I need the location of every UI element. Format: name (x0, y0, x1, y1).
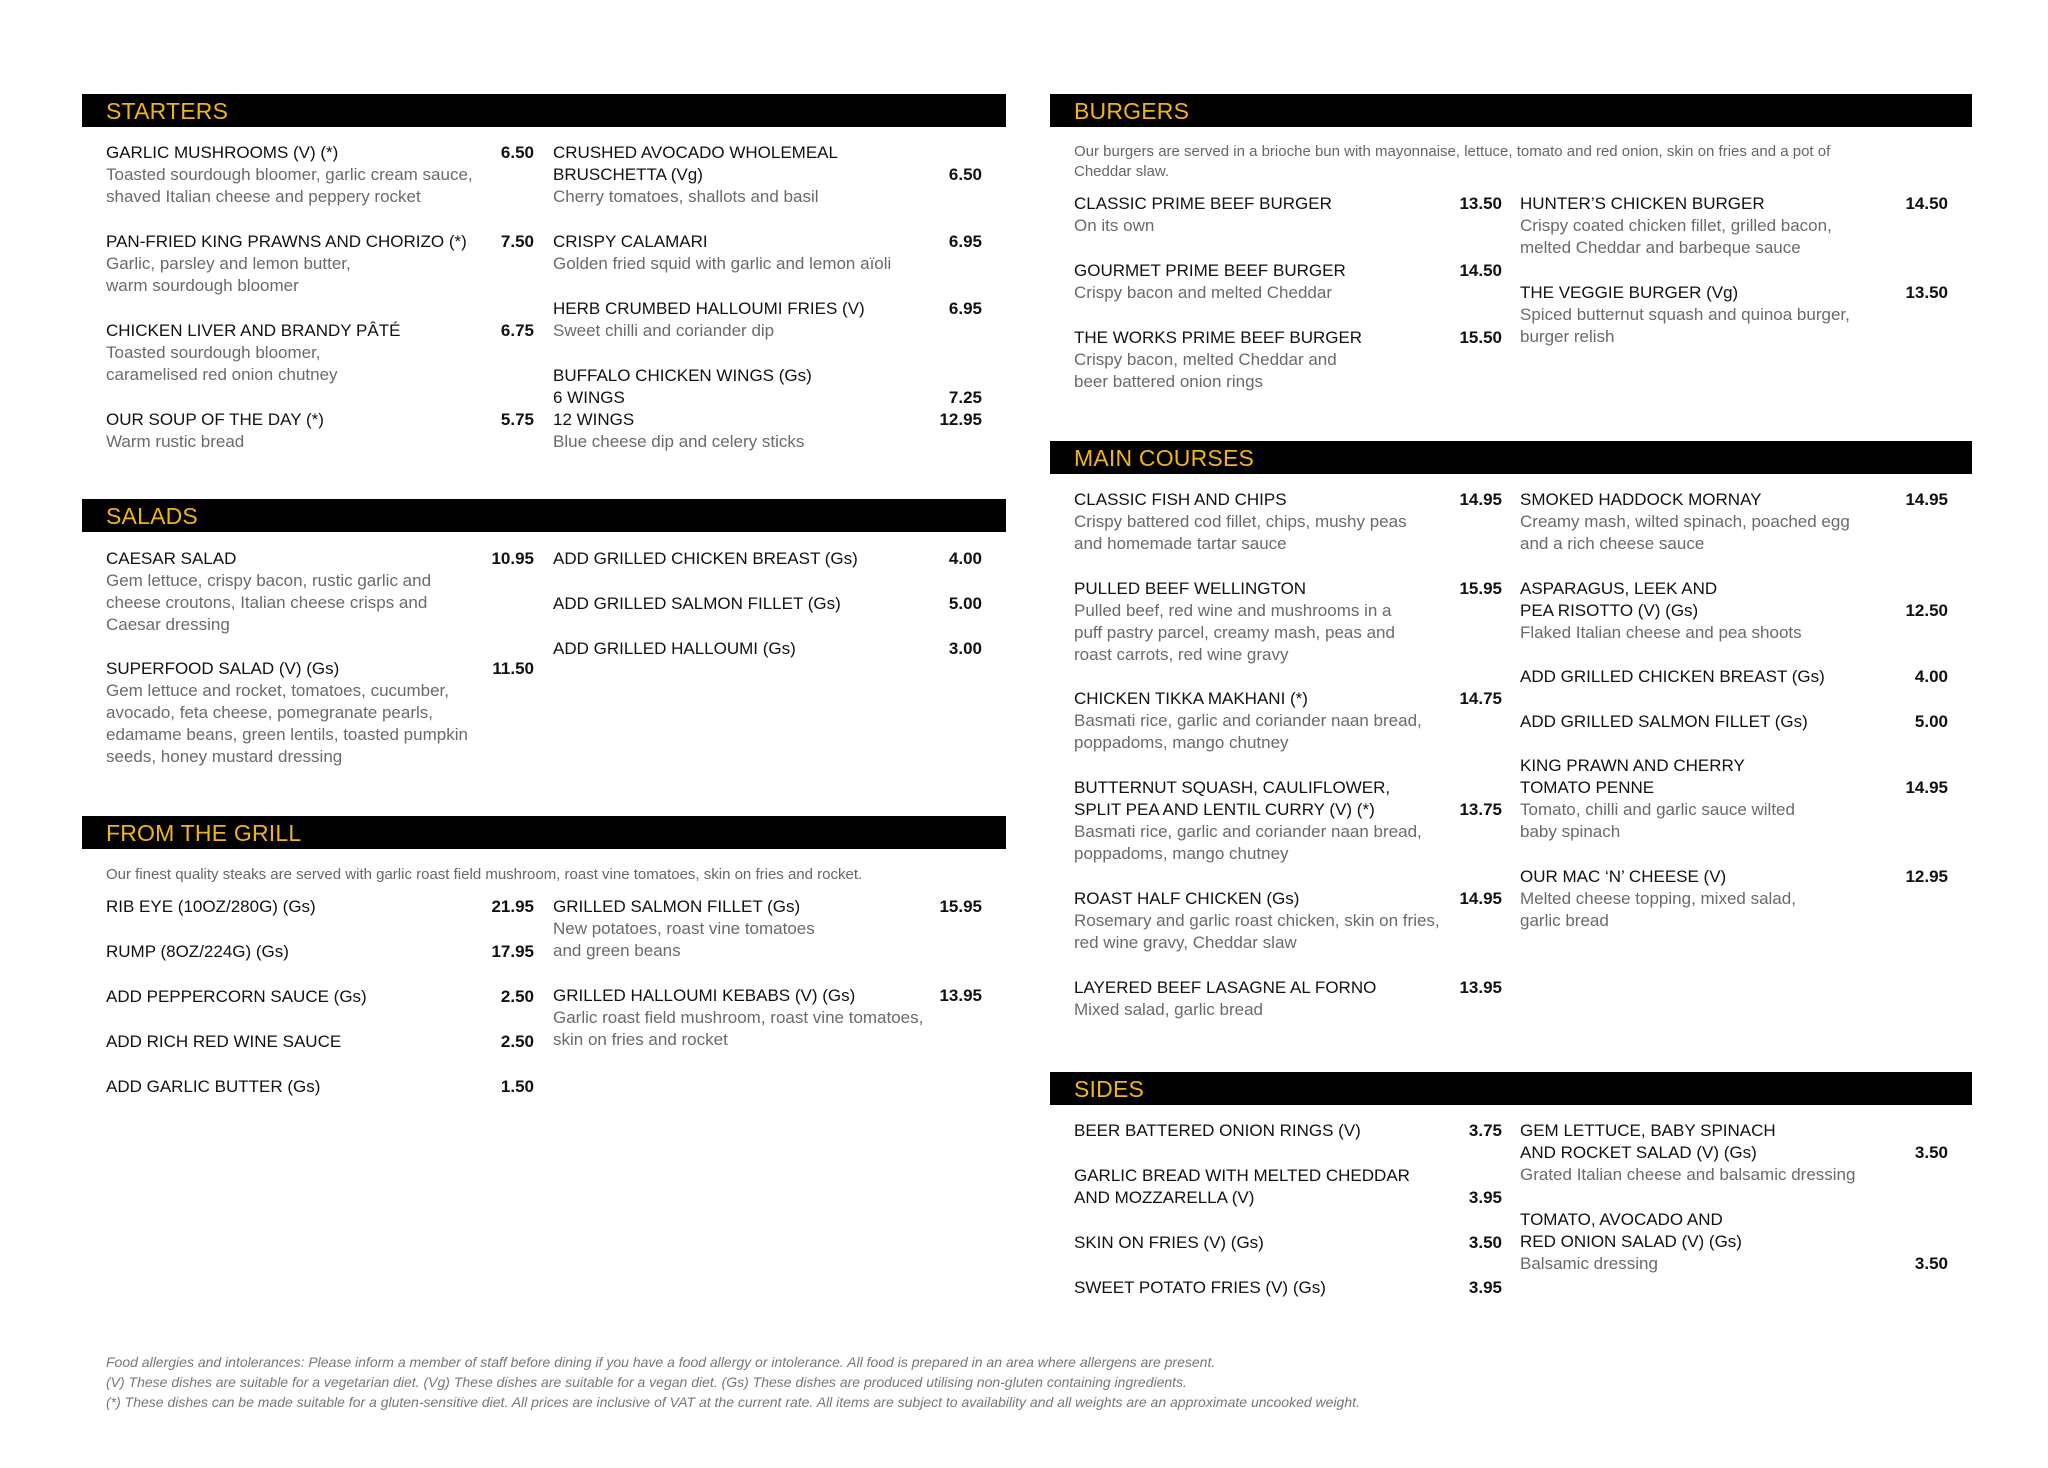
section-header: BURGERS (1050, 94, 1972, 127)
footer-line: (V) These dishes are suitable for a vegetarian diet. (Vg) These dishes are suitable for a vegan diet. (Gs) These dishes are produced utilising non-gluten containing ingredients. (106, 1374, 1187, 1390)
item-name: OUR SOUP OF THE DAY (*) (106, 410, 324, 429)
item-desc: Flaked Italian cheese and pea shoots (1520, 623, 1802, 642)
section-header: SIDES (1050, 1072, 1972, 1105)
item-desc: Crispy coated chicken fillet, grilled bacon, (1520, 216, 1832, 235)
item-desc: cheese croutons, Italian cheese crisps and (106, 593, 428, 612)
item-desc: Sweet chilli and coriander dip (553, 321, 775, 340)
item-price: 13.50 (1459, 194, 1502, 213)
item-price: 4.00 (1914, 667, 1948, 686)
item-desc: Pulled beef, red wine and mushrooms in a (1074, 601, 1392, 620)
item-price: 14.75 (1459, 689, 1502, 708)
item-name: SKIN ON FRIES (V) (Gs) (1074, 1233, 1264, 1252)
item-desc: garlic bread (1520, 911, 1609, 930)
item-name: ADD GRILLED SALMON FILLET (Gs) (553, 594, 841, 613)
item-name: CHICKEN TIKKA MAKHANI (*) (1074, 689, 1308, 708)
allergen-footer (106, 1352, 1360, 1412)
item-name: ASPARAGUS, LEEK AND (1520, 579, 1718, 598)
item-price: 5.00 (1914, 712, 1948, 731)
item-price: 5.75 (500, 410, 534, 429)
item-price: 3.95 (1468, 1278, 1502, 1297)
item-name: GOURMET PRIME BEEF BURGER (1074, 261, 1346, 280)
item-price: 11.50 (492, 659, 534, 678)
item-name: ADD GRILLED SALMON FILLET (Gs) (1520, 712, 1808, 731)
item-desc: avocado, feta cheese, pomegranate pearls, (106, 703, 433, 722)
intro-line: Our burgers are served in a brioche bun with mayonnaise, lettuce, tomato and red onion, skin on fries and a pot of (1074, 143, 1831, 160)
item-price: 3.95 (1468, 1188, 1502, 1207)
menu-item-lentil-curry (1074, 777, 1504, 865)
item-desc: puff pastry parcel, creamy mash, peas and (1074, 623, 1395, 642)
item-name: TOMATO PENNE (1520, 778, 1655, 797)
item-price: 3.50 (1914, 1143, 1948, 1162)
item-name: RUMP (8OZ/224G) (Gs) (106, 942, 289, 961)
intro-line: Cheddar slaw. (1074, 163, 1170, 180)
item-name: ADD RICH RED WINE SAUCE (106, 1032, 342, 1051)
footer-line: Food allergies and intolerances: Please inform a member of staff before dining if you have a food allergy or intolerance. All food is prepared in an area where allergens are present. (106, 1354, 1216, 1370)
item-name: ADD GRILLED HALLOUMI (Gs) (553, 639, 796, 658)
item-name: THE VEGGIE BURGER (Vg) (1520, 283, 1739, 302)
item-price: 21.95 (491, 897, 534, 916)
item-desc: Crispy bacon, melted Cheddar and (1074, 350, 1337, 369)
item-price: 5.00 (948, 594, 982, 613)
item-name: PEA RISOTTO (V) (Gs) (1520, 601, 1699, 620)
starters-section (82, 94, 1006, 127)
item-price: 12.95 (939, 410, 982, 429)
item-desc: shaved Italian cheese and peppery rocket (106, 187, 421, 206)
item-desc: skin on fries and rocket (553, 1030, 728, 1049)
item-name: ADD PEPPERCORN SAUCE (Gs) (106, 987, 367, 1006)
section-header: FROM THE GRILL (82, 816, 1006, 849)
item-price: 14.95 (1459, 490, 1502, 509)
item-name: CHICKEN LIVER AND BRANDY PÂTÉ (106, 321, 401, 340)
item-name: KING PRAWN AND CHERRY (1520, 756, 1745, 775)
section-intro: Our finest quality steaks are served with garlic roast field mushroom, roast vine tomatoes, skin on fries and rocket. (106, 866, 863, 883)
item-name: AND MOZZARELLA (V) (1074, 1188, 1255, 1207)
item-price: 3.75 (1468, 1121, 1502, 1140)
item-price: 17.95 (491, 942, 534, 961)
burgers-section (1050, 94, 1972, 127)
item-name: HUNTER’S CHICKEN BURGER (1520, 194, 1765, 213)
item-price: 6.95 (948, 299, 982, 318)
item-name: CAESAR SALAD (106, 549, 237, 568)
item-desc: Rosemary and garlic roast chicken, skin on fries, (1074, 911, 1440, 930)
item-price: 2.50 (500, 987, 534, 1006)
item-desc: Gem lettuce, crispy bacon, rustic garlic and (106, 571, 432, 590)
item-name: GRILLED HALLOUMI KEBABS (V) (Gs) (553, 986, 856, 1005)
item-name: SWEET POTATO FRIES (V) (Gs) (1074, 1278, 1326, 1297)
item-desc: and a rich cheese sauce (1520, 534, 1705, 553)
item-desc: and homemade tartar sauce (1074, 534, 1287, 553)
item-desc: Toasted sourdough bloomer, (106, 343, 321, 362)
item-name: SUPERFOOD SALAD (V) (Gs) (106, 659, 340, 678)
item-price: 14.50 (1459, 261, 1502, 280)
section-intro (1074, 142, 1954, 182)
item-desc: Cherry tomatoes, shallots and basil (553, 187, 819, 206)
item-desc: Tomato, chilli and garlic sauce wilted (1520, 800, 1795, 819)
item-desc: poppadoms, mango chutney (1074, 844, 1289, 863)
item-desc: seeds, honey mustard dressing (106, 747, 343, 766)
item-price: 14.95 (1459, 889, 1502, 908)
item-desc: Melted cheese topping, mixed salad, (1520, 889, 1796, 908)
item-price: 6.50 (500, 143, 534, 162)
item-name: AND ROCKET SALAD (V) (Gs) (1520, 1143, 1757, 1162)
item-desc: Toasted sourdough bloomer, garlic cream sauce, (106, 165, 473, 184)
item-desc: Balsamic dressing (1520, 1254, 1658, 1273)
item-desc: Gem lettuce and rocket, tomatoes, cucumber, (106, 681, 449, 700)
item-option: 12 WINGS (553, 410, 635, 429)
item-price: 3.50 (1468, 1233, 1502, 1252)
item-price: 4.00 (948, 549, 982, 568)
item-price: 6.75 (500, 321, 534, 340)
item-name: PAN-FRIED KING PRAWNS AND CHORIZO (*) (106, 232, 467, 251)
item-desc: edamame beans, green lentils, toasted pumpkin (106, 725, 468, 744)
item-desc: melted Cheddar and barbeque sauce (1520, 238, 1801, 257)
item-desc: Spiced butternut squash and quinoa burger, (1520, 305, 1850, 324)
item-desc: and green beans (553, 941, 681, 960)
item-desc: roast carrots, red wine gravy (1074, 645, 1289, 664)
salads-section (82, 499, 1006, 532)
item-desc: Mixed salad, garlic bread (1074, 1000, 1263, 1019)
item-desc: red wine gravy, Cheddar slaw (1074, 933, 1297, 952)
item-name: LAYERED BEEF LASAGNE AL FORNO (1074, 978, 1377, 997)
section-header: STARTERS (82, 94, 1006, 127)
item-price: 13.95 (1459, 978, 1502, 997)
main-courses-section (1050, 441, 1972, 474)
item-name: RED ONION SALAD (V) (Gs) (1520, 1232, 1742, 1251)
item-name: TOMATO, AVOCADO AND (1520, 1210, 1723, 1229)
item-name: CLASSIC FISH AND CHIPS (1074, 490, 1287, 509)
item-price: 14.95 (1905, 778, 1948, 797)
item-price: 13.95 (939, 986, 982, 1005)
item-desc: beer battered onion rings (1074, 372, 1264, 391)
item-desc: Crispy bacon and melted Cheddar (1074, 283, 1332, 302)
item-desc: Blue cheese dip and celery sticks (553, 432, 805, 451)
item-name: GARLIC MUSHROOMS (V) (*) (106, 143, 339, 162)
item-desc: baby spinach (1520, 822, 1621, 841)
item-name: CLASSIC PRIME BEEF BURGER (1074, 194, 1332, 213)
section-header: MAIN COURSES (1050, 441, 1972, 474)
menu-item-prawn-penne (1520, 755, 1950, 843)
item-name: SMOKED HADDOCK MORNAY (1520, 490, 1762, 509)
item-price: 2.50 (500, 1032, 534, 1051)
item-price: 1.50 (500, 1077, 534, 1096)
item-price: 6.50 (948, 165, 982, 184)
item-name: ADD GARLIC BUTTER (Gs) (106, 1077, 321, 1096)
item-price: 7.25 (948, 388, 982, 407)
item-name: BUTTERNUT SQUASH, CAULIFLOWER, (1074, 778, 1391, 797)
item-name: SPLIT PEA AND LENTIL CURRY (V) (*) (1074, 800, 1375, 819)
item-price: 13.75 (1459, 800, 1502, 819)
footer-line: (*) These dishes can be made suitable for a gluten-sensitive diet. All prices are inclusive of VAT at the current rate. All items are subject to availability and all weights are an approximate uncooked weight. (106, 1394, 1360, 1410)
item-price: 15.50 (1459, 328, 1502, 347)
item-desc: On its own (1074, 216, 1155, 235)
item-desc: Caesar dressing (106, 615, 230, 634)
item-desc: Warm rustic bread (106, 432, 245, 451)
item-name: CRUSHED AVOCADO WHOLEMEAL (553, 143, 838, 162)
item-price: 14.50 (1905, 194, 1948, 213)
item-desc: Crispy battered cod fillet, chips, mushy peas (1074, 512, 1407, 531)
item-desc: burger relish (1520, 327, 1615, 346)
item-name: HERB CRUMBED HALLOUMI FRIES (V) (553, 299, 865, 318)
item-name: ROAST HALF CHICKEN (Gs) (1074, 889, 1300, 908)
item-price: 14.95 (1905, 490, 1948, 509)
item-name: PULLED BEEF WELLINGTON (1074, 579, 1307, 598)
item-name: BEER BATTERED ONION RINGS (V) (1074, 1121, 1361, 1140)
item-desc: Garlic, parsley and lemon butter, (106, 254, 351, 273)
item-name: OUR MAC ‘N’ CHEESE (V) (1520, 867, 1727, 886)
item-price: 10.95 (491, 549, 534, 568)
item-price: 12.95 (1905, 867, 1948, 886)
item-name: RIB EYE (10OZ/280G) (Gs) (106, 897, 316, 916)
item-option: 6 WINGS (553, 388, 625, 407)
item-name: BUFFALO CHICKEN WINGS (Gs) (553, 366, 812, 385)
item-desc: Grated Italian cheese and balsamic dressing (1520, 1165, 1856, 1184)
item-price: 12.50 (1905, 601, 1948, 620)
item-price: 15.95 (939, 897, 982, 916)
sides-section (1050, 1072, 1972, 1105)
item-name: BRUSCHETTA (Vg) (553, 165, 703, 184)
item-price: 7.50 (500, 232, 534, 251)
item-desc: Golden fried squid with garlic and lemon aïoli (553, 254, 892, 273)
item-name: GARLIC BREAD WITH MELTED CHEDDAR (1074, 1166, 1410, 1185)
item-desc: Creamy mash, wilted spinach, poached egg (1520, 512, 1850, 531)
item-name: ADD GRILLED CHICKEN BREAST (Gs) (553, 549, 858, 568)
item-name: GEM LETTUCE, BABY SPINACH (1520, 1121, 1776, 1140)
item-desc: Garlic roast field mushroom, roast vine tomatoes, (553, 1008, 924, 1027)
item-price: 13.50 (1905, 283, 1948, 302)
item-price: 3.50 (1914, 1254, 1948, 1273)
item-desc: warm sourdough bloomer (106, 276, 299, 295)
item-price: 3.00 (948, 639, 982, 658)
item-desc: Basmati rice, garlic and coriander naan bread, (1074, 822, 1422, 841)
grill-section (82, 816, 1006, 849)
item-name: GRILLED SALMON FILLET (Gs) (553, 897, 801, 916)
section-header: SALADS (82, 499, 1006, 532)
item-desc: Basmati rice, garlic and coriander naan bread, (1074, 711, 1422, 730)
item-price: 6.95 (948, 232, 982, 251)
item-name: ADD GRILLED CHICKEN BREAST (Gs) (1520, 667, 1825, 686)
item-desc: caramelised red onion chutney (106, 365, 338, 384)
item-desc: poppadoms, mango chutney (1074, 733, 1289, 752)
item-name: CRISPY CALAMARI (553, 232, 708, 251)
item-desc: New potatoes, roast vine tomatoes (553, 919, 815, 938)
item-price: 15.95 (1459, 579, 1502, 598)
item-name: THE WORKS PRIME BEEF BURGER (1074, 328, 1363, 347)
